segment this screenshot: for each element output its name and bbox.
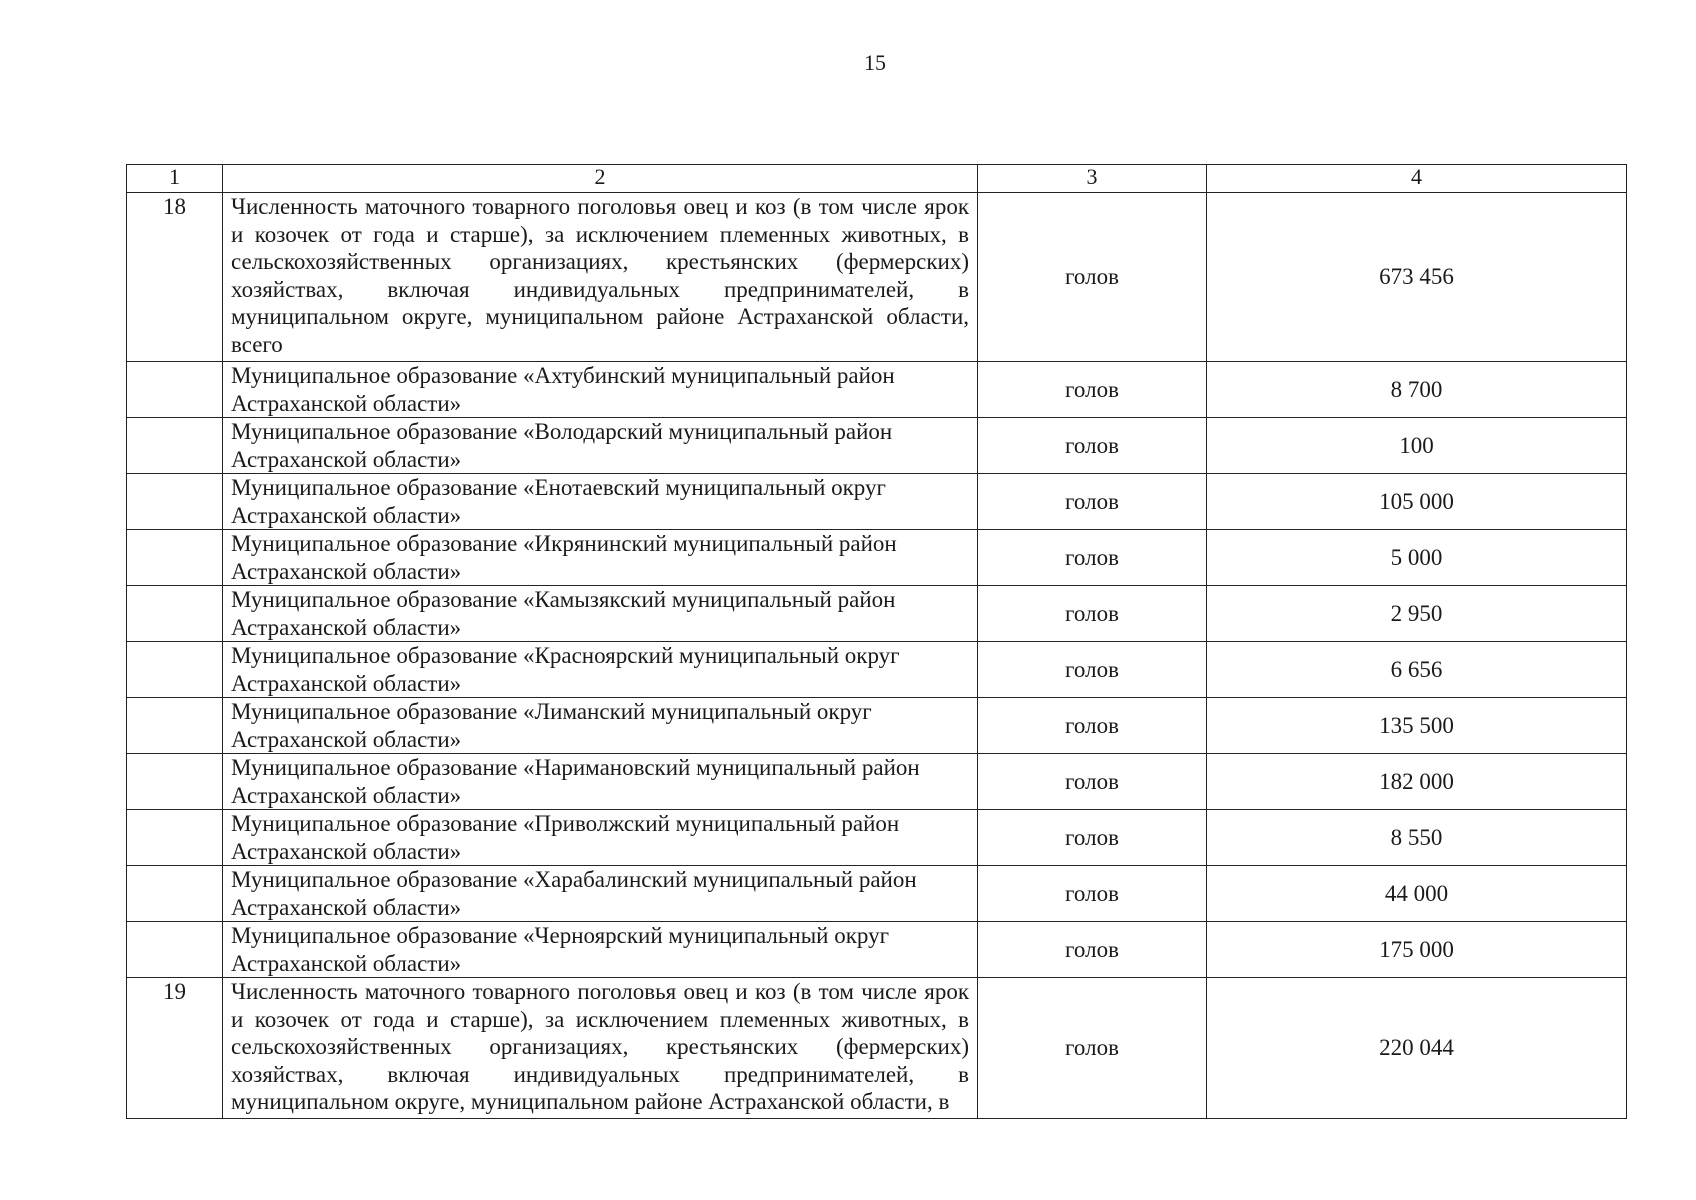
unit-cell: голов [978, 698, 1207, 754]
column-header-2: 2 [223, 165, 978, 193]
table-row [127, 193, 1627, 362]
table-header [127, 165, 1627, 193]
municipality-name: Муниципальное образование «Икрянинский муниципальный район Астраханской области» [223, 530, 978, 586]
value-cell: 8 550 [1207, 810, 1627, 866]
indicator-name: Численность маточного товарного поголовья овец и коз (в том числе ярок и козочек от года и старше), за исключением племенных животных, в сельскохозяйственных организациях, крестьянских (фермерских) хозяйствах, включая индивидуальных предпринимателей, в муниципальном округе, муниципальном районе Астраханской области, в [223, 978, 978, 1119]
municipality-name: Муниципальное образование «Приволжский муниципальный район Астраханской области» [223, 810, 978, 866]
unit-cell: голов [978, 193, 1207, 362]
table-row [127, 530, 1627, 586]
row-number: 18 [127, 193, 223, 362]
page-number: 15 [864, 50, 886, 75]
municipality-name: Муниципальное образование «Енотаевский муниципальный округ Астраханской области» [223, 474, 978, 530]
row-number [127, 418, 223, 474]
table-row [127, 754, 1627, 810]
row-number: 19 [127, 978, 223, 1119]
value-cell: 6 656 [1207, 642, 1627, 698]
indicator-table [126, 164, 1627, 1119]
unit-cell: голов [978, 642, 1207, 698]
column-header-1: 1 [127, 165, 223, 193]
table-row [127, 586, 1627, 642]
table-row [127, 418, 1627, 474]
row-number [127, 698, 223, 754]
value-cell: 44 000 [1207, 866, 1627, 922]
value-cell: 673 456 [1207, 193, 1627, 362]
value-cell: 5 000 [1207, 530, 1627, 586]
row-number [127, 754, 223, 810]
value-cell: 182 000 [1207, 754, 1627, 810]
table-row [127, 698, 1627, 754]
municipality-name: Муниципальное образование «Красноярский муниципальный округ Астраханской области» [223, 642, 978, 698]
table-row [127, 866, 1627, 922]
municipality-name: Муниципальное образование «Камызякский муниципальный район Астраханской области» [223, 586, 978, 642]
table-row [127, 978, 1627, 1119]
unit-cell: голов [978, 530, 1207, 586]
municipality-name: Муниципальное образование «Ахтубинский муниципальный район Астраханской области» [223, 362, 978, 418]
value-cell: 135 500 [1207, 698, 1627, 754]
value-cell: 175 000 [1207, 922, 1627, 978]
municipality-name: Муниципальное образование «Володарский муниципальный район Астраханской области» [223, 418, 978, 474]
municipality-name: Муниципальное образование «Черноярский муниципальный округ Астраханской области» [223, 922, 978, 978]
unit-cell: голов [978, 418, 1207, 474]
row-number [127, 362, 223, 418]
value-cell: 8 700 [1207, 362, 1627, 418]
row-number [127, 922, 223, 978]
value-cell: 2 950 [1207, 586, 1627, 642]
value-cell: 105 000 [1207, 474, 1627, 530]
municipality-name: Муниципальное образование «Наримановский муниципальный район Астраханской области» [223, 754, 978, 810]
header-row [127, 165, 1627, 193]
unit-cell: голов [978, 978, 1207, 1119]
unit-cell: голов [978, 810, 1207, 866]
municipality-name: Муниципальное образование «Лиманский муниципальный округ Астраханской области» [223, 698, 978, 754]
table-row [127, 642, 1627, 698]
unit-cell: голов [978, 754, 1207, 810]
table-row [127, 922, 1627, 978]
table-row [127, 362, 1627, 418]
indicator-table-container [126, 164, 1626, 1119]
municipality-name: Муниципальное образование «Харабалинский муниципальный район Астраханской области» [223, 866, 978, 922]
unit-cell: голов [978, 922, 1207, 978]
value-cell: 100 [1207, 418, 1627, 474]
unit-cell: голов [978, 586, 1207, 642]
row-number [127, 586, 223, 642]
unit-cell: голов [978, 474, 1207, 530]
table-body [127, 193, 1627, 1119]
column-header-4: 4 [1207, 165, 1627, 193]
row-number [127, 530, 223, 586]
row-number [127, 866, 223, 922]
table-row [127, 474, 1627, 530]
row-number [127, 810, 223, 866]
unit-cell: голов [978, 866, 1207, 922]
value-cell: 220 044 [1207, 978, 1627, 1119]
row-number [127, 474, 223, 530]
column-header-3: 3 [978, 165, 1207, 193]
row-number [127, 642, 223, 698]
unit-cell: голов [978, 362, 1207, 418]
indicator-name: Численность маточного товарного поголовья овец и коз (в том числе ярок и козочек от года и старше), за исключением племенных животных, в сельскохозяйственных организациях, крестьянских (фермерских) хозяйствах, включая индивидуальных предпринимателей, в муниципальном округе, муниципальном районе Астраханской области, всего [223, 193, 978, 362]
table-row [127, 810, 1627, 866]
